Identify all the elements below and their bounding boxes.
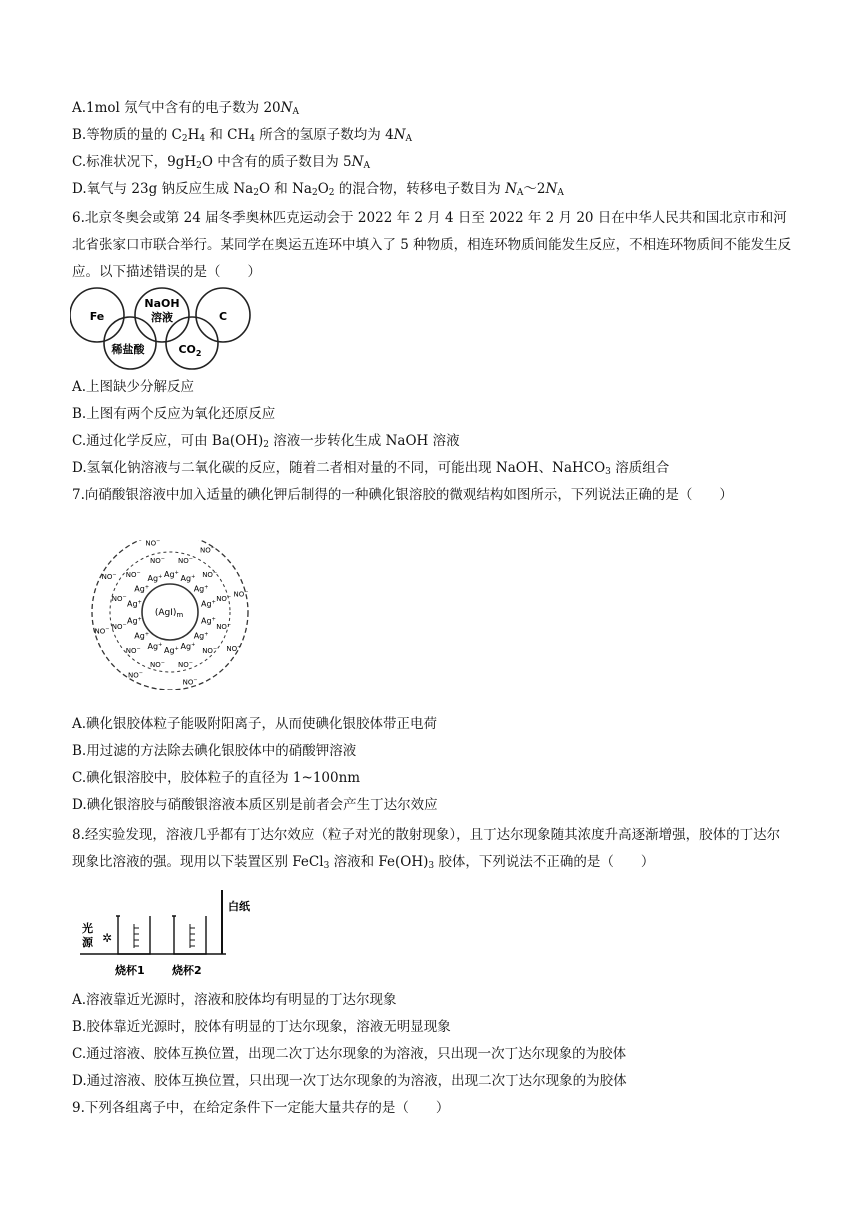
beaker-1: [116, 916, 150, 954]
agi-colloid-figure: [75, 540, 265, 690]
nitrate-ion-label: NO−: [125, 569, 141, 579]
q6-option-b: B.上图有两个反应为氧化还原反应: [72, 406, 276, 422]
nitrate-ion-label: NO−: [125, 646, 141, 656]
ag-ion-label: Ag+: [127, 616, 142, 626]
ring-label-c: C: [218, 310, 228, 323]
light-source-label-2: 源: [82, 936, 93, 949]
q5-option-b: B.等物质的量的 $C_2H_4$ 和 $CH_4$ 所含的氢原子数均为 $4N_A$: [72, 127, 412, 144]
q8-option-a: A.溶液靠近光源时，溶液和胶体均有明显的丁达尔现象: [72, 992, 397, 1008]
nitrate-ion-label: NO−: [150, 660, 165, 670]
q7-stem: 7.向硝酸银溶液中加入适量的碘化钾后制得的一种碘化银溶胶的微观结构如图所示，下列说法正确的是（ ）: [72, 487, 733, 503]
ag-ion-label: Ag+: [147, 642, 163, 652]
ag-ion-label: Ag+: [164, 570, 179, 579]
nitrate-ion-label: NO−: [150, 555, 165, 565]
ring-label-fe: Fe: [89, 310, 105, 323]
nitrate-ion-label: NO−: [202, 569, 218, 579]
nitrate-ion-label: NO−: [178, 660, 193, 670]
white-paper-label: 白纸: [228, 900, 250, 913]
q7-option-d: D.碘化银溶胶与硝酸银溶液本质区别是前者会产生丁达尔效应: [72, 797, 438, 813]
light-source-label-1: 光: [82, 922, 93, 935]
tyndall-apparatus-figure: [78, 888, 268, 983]
ag-ion-label: Ag+: [127, 599, 142, 609]
q7-option-b: B.用过滤的方法除去碘化银胶体中的硝酸钾溶液: [72, 743, 357, 759]
ag-ion-label: Ag+: [201, 599, 216, 609]
nitrate-ion-label: NO−: [128, 670, 143, 680]
q5-option-a: A.1mol 氖气中含有的电子数为 $20N_A$: [72, 100, 299, 117]
q6-option-d: D.氢氧化钠溶液与二氧化碳的反应，随着二者相对量的不同，可能出现 NaOH、NaHCO$_3$ 溶质组合: [72, 460, 670, 477]
ag-ion-label: Ag+: [201, 616, 216, 626]
ag-ion-label: Ag+: [180, 573, 196, 583]
ag-ion-label: Ag+: [193, 631, 209, 641]
ag-ion-label: Ag+: [164, 646, 179, 655]
q5-option-d: D.氧气与 23g 钠反应生成 $Na_2O$ 和 $Na_2O_2$ 的混合物，转移电子数目为 $N_A\sim 2N_A$: [72, 181, 564, 198]
ring-label-co2: $CO_2$: [178, 343, 202, 358]
beaker-2-label: 烧杯2: [172, 964, 202, 977]
nitrate-ion-label: NO−: [216, 594, 232, 603]
q8-stem: 8.经实验发现，溶液几乎都有丁达尔效应（粒子对光的散射现象），且丁达尔现象随其浓度升高逐渐增强，胶体的丁达尔现象比溶液的强。现用以下装置区别 FeCl$_3$ 溶液和 $Fe(OH)_3$ 胶体，下列说法不正确的是（ ）: [72, 827, 781, 871]
ag-ion-label: Ag+: [180, 642, 196, 652]
ag-ion-label: Ag+: [134, 631, 150, 641]
nitrate-ion-label: NO−: [182, 677, 198, 687]
core-label: $(AgI)_m$: [154, 608, 184, 619]
beaker-1-label: 烧杯1: [115, 964, 145, 977]
ring-label-hcl: 稀盐酸: [111, 343, 145, 356]
nitrate-ion-label: NO−: [111, 594, 127, 603]
nitrate-ion-label: NO−: [226, 644, 242, 653]
q8-option-d: D.通过溶液、胶体互换位置，只出现一次丁达尔现象的为溶液，出现二次丁达尔现象的为胶体: [72, 1073, 627, 1089]
ring-label-naoh-2: 溶液: [151, 311, 173, 324]
nitrate-ion-label: NO−: [101, 572, 117, 581]
nitrate-ion-label: NO−: [202, 646, 218, 656]
q6-option-c: C.通过化学反应，可由 $Ba(OH)_2$ 溶液一步转化生成 NaOH 溶液: [72, 433, 460, 450]
olympic-rings-figure: [70, 283, 270, 373]
nitrate-ion-label: NO−: [200, 545, 215, 555]
light-source-icon: ✲: [102, 931, 113, 945]
ring-label-naoh: NaOH: [144, 297, 180, 310]
q6-option-a: A.上图缺少分解反应: [72, 379, 195, 395]
nitrate-ion-label: NO−: [94, 626, 110, 636]
q8-option-c: C.通过溶液、胶体互换位置，出现二次丁达尔现象的为溶液，只出现一次丁达尔现象的为胶体: [72, 1046, 627, 1062]
nitrate-ion-label: NO−: [145, 540, 161, 548]
ag-ion-label: Ag+: [134, 584, 150, 594]
beaker-2: [172, 916, 206, 954]
q7-option-c: C.碘化银溶胶中，胶体粒子的直径为 1~100nm: [72, 770, 361, 786]
q9-stem: 9.下列各组离子中，在给定条件下一定能大量共存的是（ ）: [72, 1100, 450, 1116]
q8-option-b: B.胶体靠近光源时，胶体有明显的丁达尔现象，溶液无明显现象: [72, 1019, 451, 1035]
ag-ion-label: Ag+: [147, 573, 163, 583]
nitrate-ion-label: NO−: [111, 622, 127, 631]
q6-stem: 6.北京冬奥会或第 24 届冬季奥林匹克运动会于 2022 年 2 月 4 日至 2022 年 2 月 20 日在中华人民共和国北京市和河北省张家口市联合举行。某同学在奥运五连环中填入了 5 种物质，相连环物质间能发生反应，不相连环物质间不能发生反应。以下描述错误的是（ ）: [72, 210, 792, 280]
nitrate-ion-label: NO−: [233, 589, 249, 599]
nitrate-ion-label: NO−: [178, 555, 193, 565]
q7-option-a: A.碘化银胶体粒子能吸附阳离子，从而使碘化银胶体带正电荷: [72, 716, 438, 732]
ag-ion-label: Ag+: [193, 584, 209, 594]
q5-option-c: C.标准状况下，$9gH_2O$ 中含有的质子数目为 $5N_A$: [72, 154, 370, 171]
nitrate-ion-label: NO−: [216, 622, 232, 631]
